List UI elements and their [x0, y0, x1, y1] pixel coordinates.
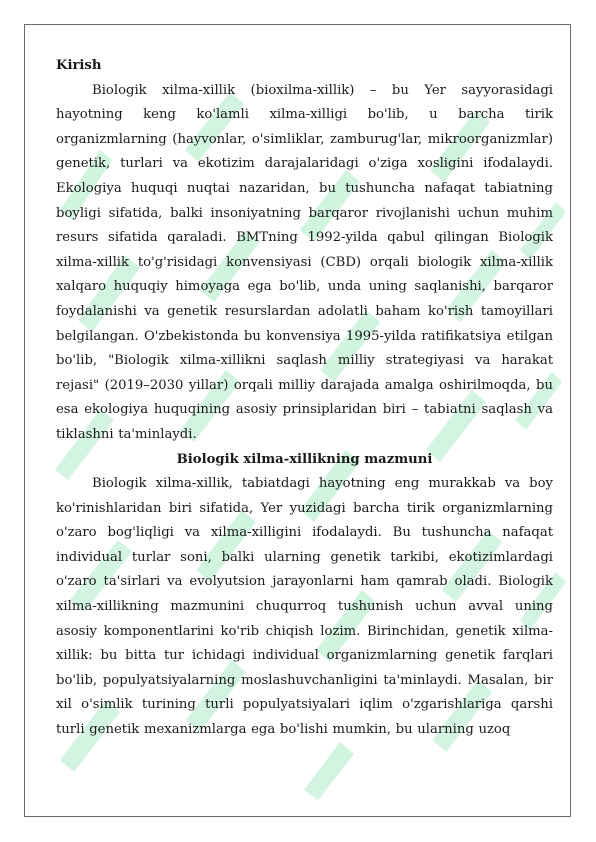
section-heading-content: Biologik xilma-xillikning mazmuni	[176, 451, 433, 467]
paragraph-introduction: Biologik xilma-xillik (bioxilma-xillik) – bu Yer sayyorasidagi hayotning keng ko'lamli xilma-xilligi bo'lib, u barcha tirik organizmlarning (hayvonlar, o'simliklar, zamburug'lar, mikroorganizmlar) genetik, turlari va ekotizim darajalaridagi o'ziga xosligini ifodalaydi. Ekologiya huquqi nuqtai nazaridan, bu tushuncha nafaqat tabiatning boyligi sifatida, balki insoniyatning barqaror rivojlanishi uchun muhim resurs sifatida qaraladi. BMTning 1992-yilda qabul qilingan Biologik xilma-xillik to'g'risidagi konvensiyasi (CBD) orqali biologik xilma-xillik xalqaro huquqiy himoyaga ega bo'lib, unda uning saqlanishi, barqaror foydalanishi va genetik resurslardan adolatli baham ko'rish tamoyillari belgilangan. O'zbekistonda bu konvensiya 1995-yilda ratifikatsiya etilgan bo'lib, "Biologik xilma-xillikni saqlash milliy strategiyasi va harakat rejasi" (2019–2030 yillar) orqali milliy darajada amalga oshirilmoqda, bu esa ekologiya huquqining asosiy prinsiplaridan biri – tabiatni saqlash va tiklashni ta'minlaydi.	[56, 82, 553, 442]
paragraph-content: Biologik xilma-xillik, tabiatdagi hayotning eng murakkab va boy ko'rinishlaridan biri sifatida, Yer yuzidagi barcha tirik organizmlarning o'zaro bog'liqligi va xilma-xilligini ifodalaydi. Bu tushuncha nafaqat individual turlar soni, balki ularning genetik tarkibi, ekotizimlardagi o'zaro ta'sirlari va evolyutsion jarayonlarni ham qamrab oladi. Biologik xilma-xillikning mazmunini chuqurroq tushunish uchun avval uning asosiy komponentlarini ko'rib chiqish lozim. Birinchidan, genetik xilma-xillik: bu bitta tur ichidagi individual organizmlarning genetik farqlari bo'lib, populyatsiyalarning moslashuvchanligini ta'minlaydi. Masalan, bir xil o'simlik turining turli populyatsiyalari iqlim o'zgarishlariga qarshi turli genetik mexanizmlarga ega bo'lishi mumkin, bu ularning uzoq	[56, 476, 553, 738]
document-body	[56, 54, 553, 743]
section-heading-introduction: Kirish	[56, 58, 102, 73]
